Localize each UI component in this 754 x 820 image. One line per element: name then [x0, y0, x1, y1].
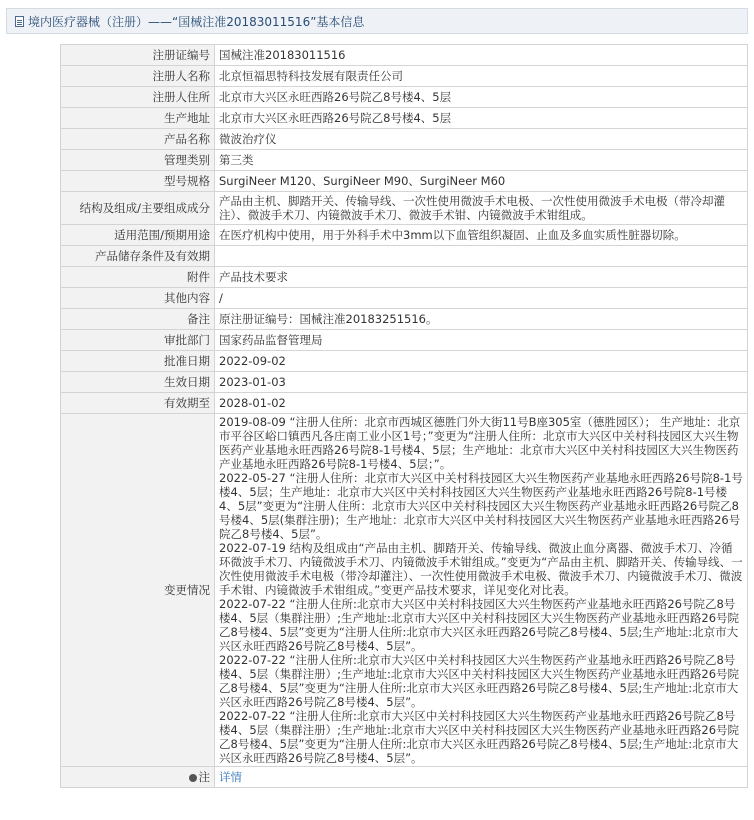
field-value: SurgiNeer M120、SurgiNeer M90、SurgiNeer M60: [215, 171, 748, 192]
field-value: 产品由主机、脚踏开关、传输导线、一次性使用微波手术电极、一次性使用微波手术电极（带冷却灌注）、微波手术刀、内镜微波手术刀、微波手术钳、内镜微波手术钳组成。: [215, 192, 748, 225]
document-icon: [15, 16, 24, 27]
field-label: 附件: [61, 267, 215, 288]
table-row: [61, 87, 748, 108]
field-value: 国家药品监督管理局: [215, 330, 748, 351]
note-label: 注: [198, 770, 210, 784]
field-label: 适用范围/预期用途: [61, 225, 215, 246]
field-value: [215, 246, 748, 267]
changes-value: [215, 414, 748, 767]
field-value: 第三类: [215, 150, 748, 171]
field-value: 原注册证编号：国械注准20183251516。: [215, 309, 748, 330]
field-label: 其他内容: [61, 288, 215, 309]
field-value: 产品技术要求: [215, 267, 748, 288]
page-title: 境内医疗器械（注册）——“国械注准20183011516”基本信息: [28, 14, 365, 29]
table-row: [61, 351, 748, 372]
table-row: [61, 108, 748, 129]
field-label: 生产地址: [61, 108, 215, 129]
field-value: 2028-01-02: [215, 393, 748, 414]
field-label: 批准日期: [61, 351, 215, 372]
field-value: 2022-09-02: [215, 351, 748, 372]
field-label: 注册证编号: [61, 45, 215, 66]
table-row-note: [61, 767, 748, 788]
page-header: [6, 8, 748, 34]
field-label: 产品储存条件及有效期: [61, 246, 215, 267]
table-row: [61, 150, 748, 171]
registration-info-table: [60, 44, 748, 788]
field-value: 2023-01-03: [215, 372, 748, 393]
table-row: [61, 45, 748, 66]
field-label: 注册人住所: [61, 87, 215, 108]
field-label: 审批部门: [61, 330, 215, 351]
change-entry: 2022-07-22 “注册人住所:北京市大兴区中关村科技园区大兴生物医药产业基地永旺西路26号院乙8号楼4、5层（集群注册）;生产地址:北京市大兴区中关村科技园区大兴生物医药产业基地永旺西路26号院乙8号楼4、5层”变更为“注册人住所:北京市大兴区永旺西路26号院乙8号楼4、5层;生产地址:北京市大兴区永旺西路26号院乙8号楼4、5层”。: [219, 653, 740, 709]
field-label: 生效日期: [61, 372, 215, 393]
note-value: [215, 767, 748, 788]
field-label: 有效期至: [61, 393, 215, 414]
change-entry: 2022-05-27 “注册人住所：北京市大兴区中关村科技园区大兴生物医药产业基地永旺西路26号院8-1号楼4、5层；生产地址：北京市大兴区中关村科技园区大兴生物医药产业基地永旺西路26号院8-1号楼4、5层”变更为“注册人住所：北京市大兴区中关村科技园区大兴生物医药产业基地永旺西路26号院乙8号楼4、5层(集群注册)；生产地址：北京市大兴区中关村科技园区大兴生物医药产业基地永旺西路26号院乙8号楼4、5层”。: [219, 471, 743, 541]
table-row: [61, 129, 748, 150]
table-row: [61, 393, 748, 414]
info-icon: [189, 774, 197, 782]
table-row: [61, 288, 748, 309]
field-label: 管理类别: [61, 150, 215, 171]
table-row: [61, 171, 748, 192]
field-value: 北京市大兴区永旺西路26号院乙8号楼4、5层: [215, 108, 748, 129]
field-label: 产品名称: [61, 129, 215, 150]
table-row-changes: [61, 414, 748, 767]
change-entry: 2022-07-22 “注册人住所:北京市大兴区中关村科技园区大兴生物医药产业基地永旺西路26号院乙8号楼4、5层（集群注册）;生产地址:北京市大兴区中关村科技园区大兴生物医药产业基地永旺西路26号院乙8号楼4、5层”变更为“注册人住所:北京市大兴区永旺西路26号院乙8号楼4、5层;生产地址:北京市大兴区永旺西路26号院乙8号楼4、5层”。: [219, 709, 740, 765]
table-row: [61, 192, 748, 225]
field-value: /: [215, 288, 748, 309]
field-value: 在医疗机构中使用，用于外科手术中3mm以下血管组织凝固、止血及多血实质性脏器切除。: [215, 225, 748, 246]
change-entry: 2022-07-19 结构及组成由“产品由主机、脚踏开关、传输导线、微波止血分离器、微波手术刀、冷循环微波手术刀、内镜微波手术刀、内镜微波手术钳组成。”变更为“产品由主机、脚踏开关、传输导线、一次性使用微波手术电极（带冷却灌注）、一次性使用微波手术电极、微波手术刀、内镜微波手术刀、微波手术钳、内镜微波手术钳组成。”变更产品技术要求，详见变化对比表。: [219, 541, 743, 597]
table-row: [61, 246, 748, 267]
field-value: 国械注准20183011516: [215, 45, 748, 66]
field-value: 微波治疗仪: [215, 129, 748, 150]
table-row: [61, 267, 748, 288]
change-entry: 2022-07-22 “注册人住所:北京市大兴区中关村科技园区大兴生物医药产业基地永旺西路26号院乙8号楼4、5层（集群注册）;生产地址:北京市大兴区中关村科技园区大兴生物医药产业基地永旺西路26号院乙8号楼4、5层”变更为“注册人住所:北京市大兴区永旺西路26号院乙8号楼4、5层;生产地址:北京市大兴区永旺西路26号院乙8号楼4、5层”。: [219, 597, 740, 653]
field-label: 注册人名称: [61, 66, 215, 87]
changes-label: 变更情况: [61, 414, 215, 767]
table-row: [61, 309, 748, 330]
field-label: 结构及组成/主要组成成分: [61, 192, 215, 225]
detail-link[interactable]: 详情: [219, 770, 242, 784]
field-label: 型号规格: [61, 171, 215, 192]
table-row: [61, 225, 748, 246]
table-row: [61, 372, 748, 393]
table-row: [61, 330, 748, 351]
field-value: 北京恒福思特科技发展有限责任公司: [215, 66, 748, 87]
note-label-cell: [61, 767, 215, 788]
field-label: 备注: [61, 309, 215, 330]
change-entry: 2019-08-09 “注册人住所：北京市西城区德胜门外大街11号B座305室（德胜园区）； 生产地址：北京市平谷区峪口镇西凡各庄南工业小区1号；”变更为“注册人住所：北京市大兴区中关村科技园区大兴生物医药产业基地永旺西路26号院8-1号楼4、5层；生产地址：北京市大兴区中关村科技园区大兴生物医药产业基地永旺西路26号院8-1号楼4、5层；”。: [219, 415, 741, 471]
field-value: 北京市大兴区永旺西路26号院乙8号楼4、5层: [215, 87, 748, 108]
table-row: [61, 66, 748, 87]
